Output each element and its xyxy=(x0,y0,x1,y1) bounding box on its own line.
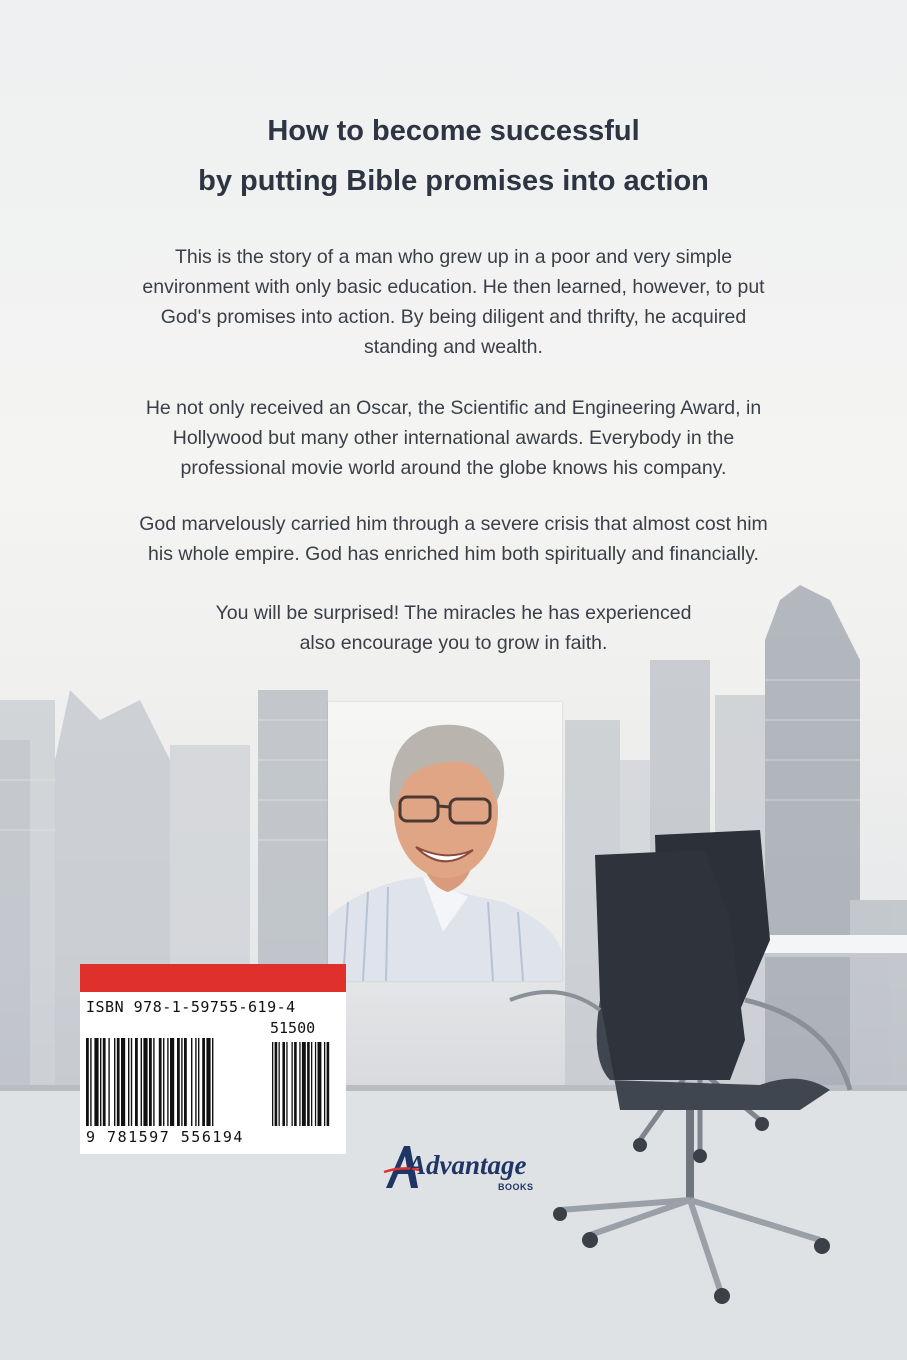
barcode-price-band xyxy=(80,964,346,992)
author-photo xyxy=(328,702,562,981)
text-line: This is the story of a man who grew up in a poor and very simple xyxy=(174,246,733,268)
text-line: Hollywood but many other international awards. Everybody in the xyxy=(172,427,735,449)
text-line: God's promises into action. By being diligent and thrifty, he acquired xyxy=(160,306,747,328)
paragraph-closing xyxy=(60,598,847,658)
price-code: 51500 xyxy=(270,1019,316,1037)
text-line: You will be surprised! The miracles he has experienced xyxy=(215,602,692,624)
headline-line-1: How to become successful xyxy=(267,115,640,147)
isbn-number: ISBN 978-1-59755-619-4 xyxy=(86,998,296,1016)
publisher-subtitle: BOOKS xyxy=(498,1182,534,1192)
paragraph-story xyxy=(60,242,847,362)
text-line: He not only received an Oscar, the Scientific and Engineering Award, in xyxy=(145,397,762,419)
barcode-digits: 9 781597 556194 xyxy=(86,1128,244,1146)
text-line: his whole empire. God has enriched him both spiritually and financially. xyxy=(148,543,759,565)
text-line: standing and wealth. xyxy=(364,336,543,358)
paragraph-crisis xyxy=(60,509,847,569)
cover-headline xyxy=(0,106,907,206)
text-line: also encourage you to grow in faith. xyxy=(299,632,608,654)
publisher-name: Advantage xyxy=(408,1150,527,1180)
publisher-logo xyxy=(382,1150,562,1220)
text-line: God marvelously carried him through a severe crisis that almost cost him xyxy=(139,513,768,535)
barcode-bars xyxy=(80,1038,346,1128)
paragraph-awards xyxy=(60,393,847,483)
text-line: professional movie world around the globe knows his company. xyxy=(180,457,727,479)
isbn-barcode xyxy=(80,964,346,1154)
headline-line-2: by putting Bible promises into action xyxy=(198,165,709,197)
text-line: environment with only basic education. He then learned, however, to put xyxy=(142,276,765,298)
